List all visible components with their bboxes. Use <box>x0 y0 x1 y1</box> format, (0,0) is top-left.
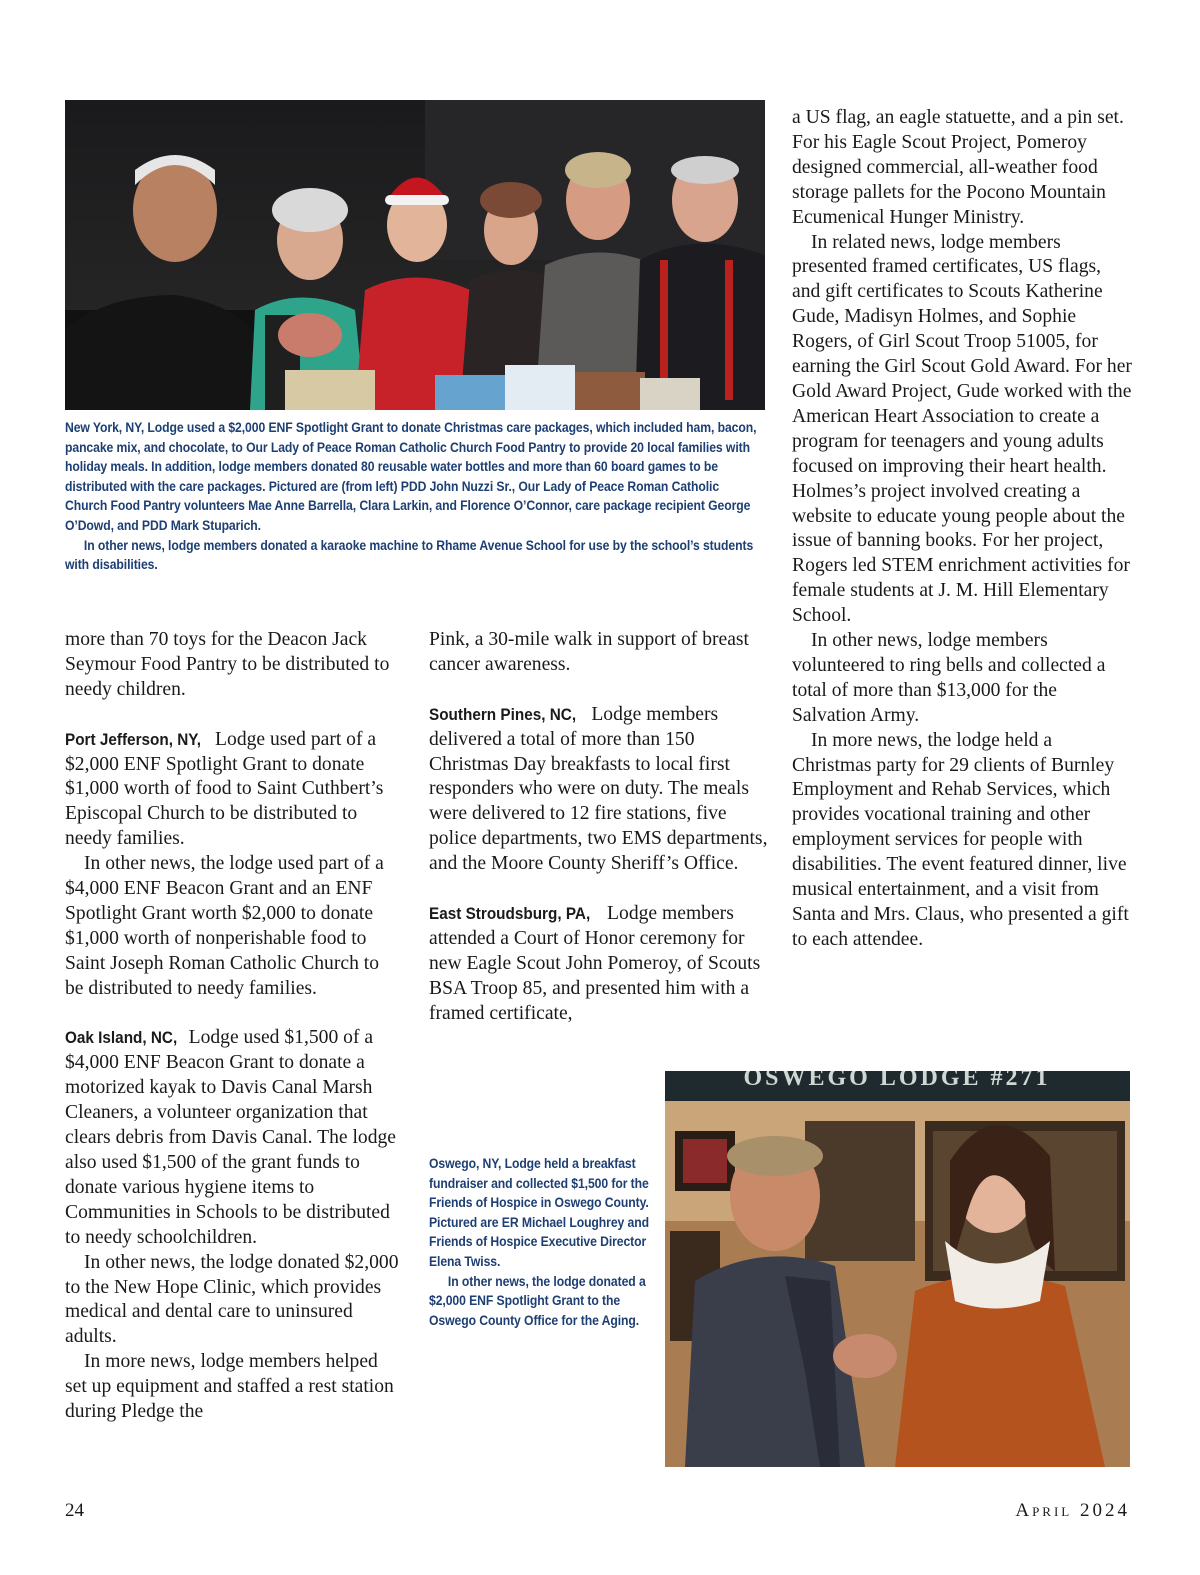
column-3 <box>792 106 1132 953</box>
col3-paragraph: In related news, lodge members presented framed certificates, US flags, and gift certificates to Scouts Katherine Gude, Madisyn Holmes, and Sophie Rogers, of Girl Scout Troop 51005, for earning the Girl Scout Gold Award. For her Gold Award Project, Gude worked with the American Heart Association to create a program for teenagers and young adults focused on improving their heart health. Holmes’s project involved creating a website to educate young people about the issue of banning books. For her project, Rogers led STEM enrichment activities for female students at J. M. Hill Elementary School. <box>792 231 1132 627</box>
column-2 <box>429 628 769 1026</box>
col1-paragraph: more than 70 toys for the Deacon Jack Seymour Food Pantry to be distributed to needy children. <box>65 629 390 700</box>
oswego-photo-caption <box>429 1155 657 1331</box>
caption-text: Lodge held a breakfast fundraiser and collected $1,500 for the Friends of Hospice in Oswego County. Pictured are ER Michael Loughrey and Friends of Hospice Executive Director Elena Twiss. <box>429 1156 649 1270</box>
caption-location: Oswego, NY, <box>429 1156 502 1172</box>
location-southern-pines: Southern Pines, NC, <box>429 704 577 724</box>
col3-paragraph: In other news, lodge members volunteered to ring bells and collected a total of more than $13,000 for the Salvation Army. <box>792 630 1106 726</box>
col3-paragraph: In more news, the lodge held a Christmas party for 29 clients of Burnley Employment and Rehab Services, which provides vocational training and other employment services for people with disabilities. The event featured dinner, live musical entertainment, and a visit from Santa and Mrs. Claus, who presented a gift to each attendee. <box>792 729 1129 950</box>
oswego-lodge-sign: OSWEGO LODGE #271 <box>743 1071 1051 1091</box>
caption-text: Lodge used a $2,000 ENF Spotlight Grant to donate Christmas care packages, which included ham, bacon, pancake mix, and chocolate, to Our Lady of Peace Roman Catholic Church Food Pantry to provide 20 local families with holiday meals. In addition, lodge members donated 80 reusable water bottles and more than 60 board games to be distributed with the care packages. Pictured are (from left) PDD John Nuzzi Sr., Our Lady of Peace Roman Catholic Church Food Pantry volunteers Mae Anne Barrella, Clara Larkin, and Florence O’Connor, care package recipient George O’Dowd, and PDD Mark Stuparich. <box>65 420 757 534</box>
col2-paragraph: Lodge members attended a Court of Honor ceremony for new Eagle Scout John Pomeroy, of Scouts BSA Troop 85, and presented him with a framed certificate, <box>429 902 761 1024</box>
caption-text-2: In other news, the lodge donated a $2,000 ENF Spotlight Grant to the Oswego County Office for the Aging. <box>429 1273 646 1329</box>
column-1 <box>65 628 400 1425</box>
col1-paragraph: Lodge used $1,500 of a $4,000 ENF Beacon Grant to donate a motorized kayak to Davis Canal Marsh Cleaners, a volunteer organization that clears debris from Davis Canal. The lodge also used $1,500 of the grant funds to donate various hygiene items to Communities in Schools to be distributed to needy schoolchildren. <box>65 1027 396 1248</box>
col2-paragraph: Lodge members delivered a total of more than 150 Christmas Day breakfasts to local first responders who were on duty. The meals were delivered to 12 fire stations, five police departments, two EMS departments, and the Moore County Sheriff’s Office. <box>429 703 768 875</box>
oswego-lodge-photo <box>665 1071 1130 1467</box>
location-port-jefferson: Port Jefferson, NY, <box>65 729 202 749</box>
caption-text-2: In other news, lodge members donated a karaoke machine to Rhame Avenue School for use by the school’s students with disabilities. <box>65 537 754 574</box>
col1-paragraph: In more news, lodge members helped set up equipment and staffed a rest station during Pledge the <box>65 1351 394 1423</box>
caption-location: New York, NY, <box>65 420 145 436</box>
col1-paragraph: In other news, the lodge donated $2,000 to the New Hope Clinic, which provides medical and dental care to uninsured adults. <box>65 1251 399 1348</box>
col2-paragraph: Pink, a 30-mile walk in support of breast cancer awareness. <box>429 629 749 675</box>
new-york-lodge-photo <box>65 100 765 410</box>
col1-paragraph: In other news, the lodge used part of a $4,000 ENF Beacon Grant and an ENF Spotlight Grant worth $2,000 to donate $1,000 worth of nonperishable food to Saint Joseph Roman Catholic Church to be distributed to needy families. <box>65 853 384 999</box>
location-east-stroudsburg: East Stroudsburg, PA, <box>429 903 591 923</box>
location-oak-island: Oak Island, NC, <box>65 1028 178 1048</box>
new-york-photo-caption <box>65 419 760 576</box>
page-number: 24 <box>65 1500 84 1521</box>
col1-paragraph: Lodge used part of a $2,000 ENF Spotlight Grant to donate $1,000 worth of food to Saint Cuthbert’s Episcopal Church to be distributed to needy families. <box>65 728 384 850</box>
col3-paragraph: a US flag, an eagle statuette, and a pin set. For his Eagle Scout Project, Pomeroy designed commercial, all-weather food storage pallets for the Pocono Mountain Ecumenical Hunger Ministry. <box>792 107 1124 228</box>
issue-date: April 2024 <box>1015 1500 1130 1521</box>
